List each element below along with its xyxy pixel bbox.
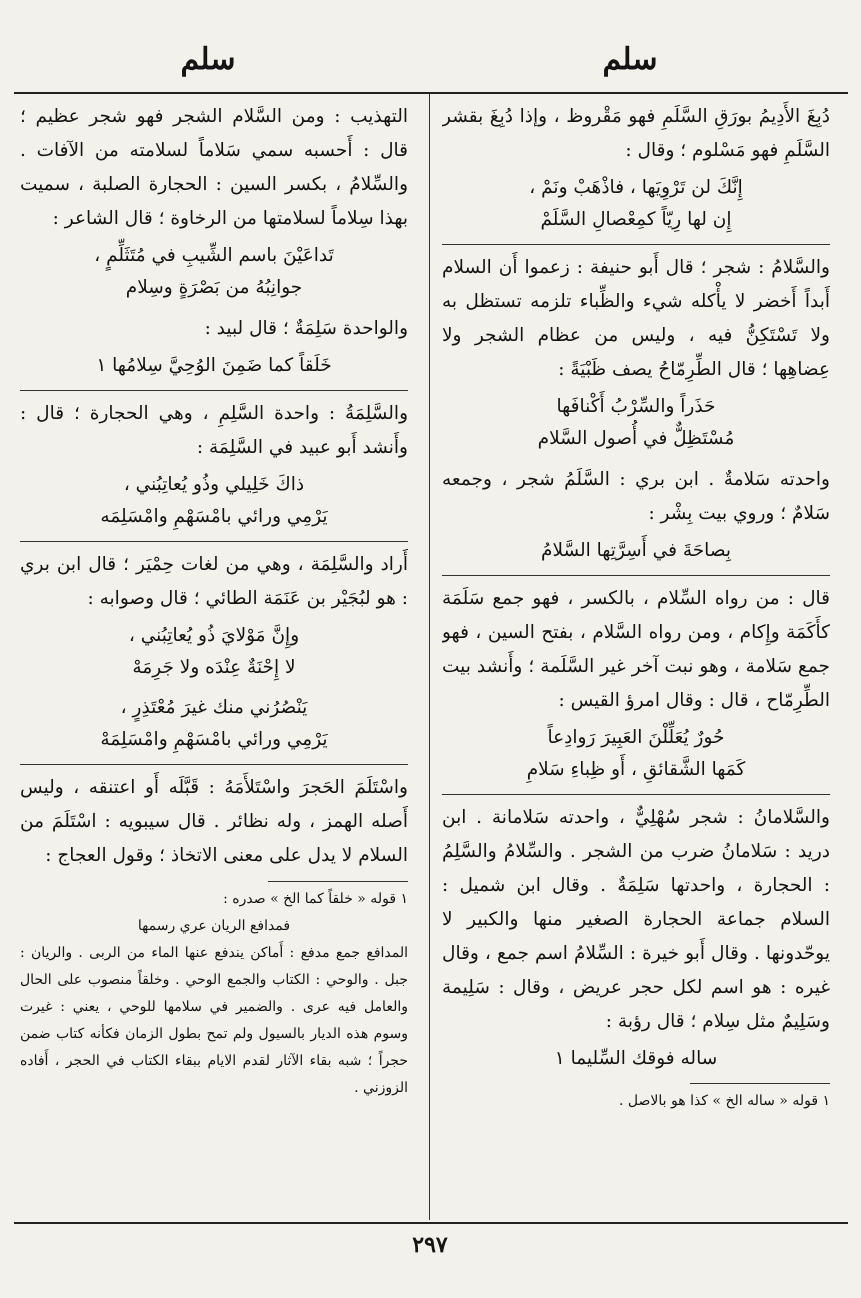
- top-rule: [14, 92, 848, 94]
- left-verse-1: [20, 240, 408, 304]
- left-paragraph-5: واسْتَلَمَ الحَجرَ واسْتَلأَمَهُ : قَبَّلَه أَو اعتنقه ، وليس أَصله الهمز ، وله نظائر . قال سيبويه : اسْتَلَمَ من السلام لا يدل على معنى الاتخاذ ؛ وقول العجاج :: [20, 777, 408, 866]
- left-paragraph-1: التهذيب : ومن السَّلام الشجر فهو شجر عظيم ؛ قال : أَحسبه سمي سَلاماً لسلامته من الآفات . والسِّلامُ ، بكسر السين : الحجارة الصلبة ، سميت بهذا سِلاماً لسلامتها من الرخاوة ؛ قال الشاعر :: [20, 106, 408, 229]
- bottom-rule: [14, 1222, 848, 1224]
- left-paragraph-2: والواحدة سَلِمَةٌ ؛ قال لبيد :: [204, 318, 408, 339]
- verse-line: إِنَّكَ لن تَرْوِيَها ، فاذْهَبْ ونَمْ ،: [529, 177, 743, 198]
- verse-line: كَمَها الشَّقائقِ ، أَو ظِباءِ سَلامِ: [526, 759, 746, 780]
- left-verse-5: [20, 692, 408, 756]
- right-verse-3: [442, 535, 830, 567]
- footnote-verse: فمدافع الريان عري رسمها: [137, 918, 291, 934]
- right-column: [442, 100, 830, 1212]
- verse-line: خَلَقاً كما ضَمِنَ الوُحِيَّ سِلامُها ١: [96, 355, 332, 376]
- footnote-rule: [268, 881, 408, 882]
- verse-line: ساله فوقك السِّليما ١: [554, 1048, 718, 1069]
- running-header-left: سلم: [180, 42, 236, 77]
- verse-line: إِن لها رِيّاً كمِعْصالِ السَّلَمْ: [540, 209, 732, 230]
- running-header-right: سلم: [602, 42, 658, 77]
- verse-line: لا إِحْنَةٌ عِنْدَه ولا جَرِمَهْ: [132, 657, 296, 678]
- footnote-rule: [690, 1083, 830, 1084]
- verse-line: ذاكَ خَلِيلي وذُو يُعاتِبُني ،: [123, 474, 305, 495]
- right-footnote: ١ قوله « ساله الخ » كذا هو بالاصل .: [619, 1093, 830, 1109]
- right-paragraph-5: والسَّلامانُ : شجر سُهْلِيٌّ ، واحدته سَلامانة . ابن دريد : سَلامانُ ضرب من الشجر . والسِّلامُ والسَّلِمُ : الحجارة ، واحدتها سَلِمَةٌ . وقال ابن شميل : السلام جماعة الحجارة الصغير منها والكبير لا يوحّدونها . وقال أَبو خيرة : السِّلامُ اسم جمع ، وقال غيره : هو اسم لكل حجر عريض ، وقال : سَلِيمة وسَلِيمٌ مثل سِلام ؛ قال رؤبة :: [442, 807, 830, 1032]
- entry-separator: [442, 794, 830, 795]
- entry-separator: [20, 390, 408, 391]
- verse-line: حُورٌ يُعَلِّلْنَ العَبِيرَ رَوادِعاً: [547, 727, 725, 748]
- verse-line: حَذَراً والسِّرْبُ أَكْنافَها: [556, 396, 716, 417]
- verse-line: مُسْتَظِلٌّ في أُصول السَّلام: [537, 428, 735, 449]
- verse-line: يَرْمِي ورائي بامْسَهْمِ وامْسَلِمَهْ: [100, 729, 328, 750]
- left-column: [20, 100, 408, 1212]
- left-paragraph-3: والسَّلِمَةُ : واحدة السَّلِمِ ، وهي الحجارة ؛ قال : وأَنشد أَبو عبيد في السَّلِمَة :: [20, 403, 408, 458]
- entry-separator: [20, 541, 408, 542]
- right-verse-1: [442, 172, 830, 236]
- entry-separator: [442, 575, 830, 576]
- entry-separator: [20, 764, 408, 765]
- column-divider: [429, 94, 430, 1220]
- left-paragraph-4: أَراد والسَّلِمَة ، وهي من لغات حِمْيَر ؛ قال ابن بري : هو لبُجَيْر بن عَنَمَة الطائي ؛ قال وصوابه :: [20, 554, 408, 609]
- right-paragraph-4: قال : من رواه السِّلام ، بالكسر ، فهو جمع سَلَمَة كأَكَمَة وإِكام ، ومن رواه السَّلام ، بفتح السين ، فهو جمع سَلامة ، وهو نبت آخر غير السَّلَمة ؛ وأَنشد بيت الطِّرِمّاح ، قال : وقال امرؤ القيس :: [442, 588, 830, 711]
- right-verse-5: [442, 1043, 830, 1075]
- right-paragraph-3: واحدته سَلامةٌ . ابن بري : السَّلَمُ شجر ، وجمعه سَلامٌ ؛ وروي بيت بِشْر :: [442, 469, 830, 524]
- left-verse-4: [20, 620, 408, 684]
- right-paragraph-1: دُبِغَ الأَدِيمُ بورَقِ السَّلَمِ فهو مَقْروظ ، وإذا دُبِغَ بقشر السَّلَمِ فهو مَسْلوم ؛ وقال :: [442, 106, 830, 161]
- left-verse-3: [20, 469, 408, 533]
- verse-line: جوانِبُهُ من بَصْرَةٍ وسِلام: [125, 277, 303, 298]
- right-paragraph-2: والسَّلامُ : شجر ؛ قال أَبو حنيفة : زعموا أَن السلام أَبداً أَخضر لا يأْكله شيء والظِّباء تلزمه تستظل به ولا تَسْتَكِنُّ فيه ، وليس من عظام الشجر ولا عِضاهِها ؛ قال الطِّرِمّاحُ يصف ظَبْيَةً :: [442, 257, 830, 380]
- verse-line: يَرْمِي ورائي بامْسَهْمِ وامْسَلِمَه: [100, 506, 328, 527]
- left-verse-2: [20, 350, 408, 382]
- left-footnote: [20, 886, 408, 1102]
- verse-line: بِصاحَةَ في أَسِرَّتِها السَّلامُ: [540, 540, 732, 561]
- footnote-body: المدافع جمع مدفع : أَماكن يندفع عنها الماء من الربى . والريان : جبل . والوحي : الكتاب والجمع الوحي . وخلقاً منصوب على الحال والعامل فيه عرى . والضمير في سلامها للوحي ، يعني : غيرت وسوم هذه الديار بالسيول ولم تمح بطول الزمان فكأنه كتاب ضمن حجراً ؛ شبه بقاء الآثار لقدم الايام ببقاء الكتاب في الحجر ، أَفاده الزوزني .: [20, 945, 408, 1096]
- footnote-line: ١ قوله « خلقاً كما الخ » صدره :: [223, 891, 408, 907]
- verse-line: يَنْصُرُني منك غيرَ مُعْتَذِرٍ ،: [120, 697, 308, 718]
- verse-line: وإِنَّ مَوْلايَ ذُو يُعاتِبُني ،: [128, 625, 300, 646]
- right-verse-4: [442, 722, 830, 786]
- verse-line: تَداعَيْنَ باسم الشِّيبِ في مُتَثَلِّمٍ ،: [94, 245, 334, 266]
- entry-separator: [442, 244, 830, 245]
- page-number: ٢٩٧: [412, 1232, 448, 1258]
- right-verse-2: [442, 391, 830, 455]
